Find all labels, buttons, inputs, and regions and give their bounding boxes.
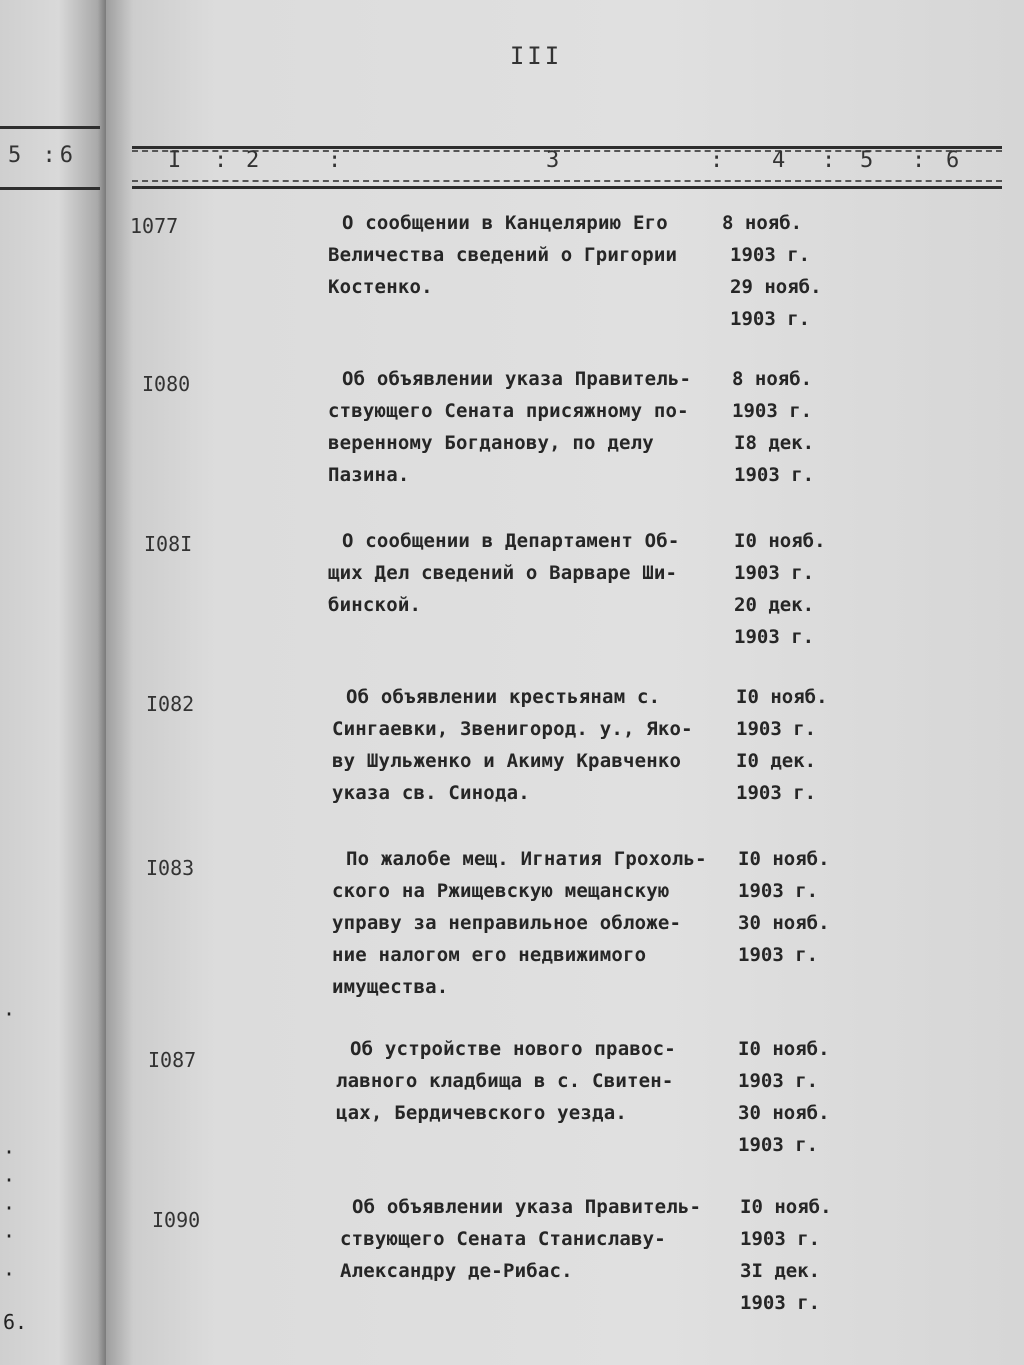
entry-text-line: ву Шульженко и Акиму Кравченко bbox=[332, 750, 682, 772]
entry-date-line: I8 дек. bbox=[734, 432, 815, 454]
entry-text-line: бинской. bbox=[328, 594, 422, 616]
entry-date-line: 1903 г. bbox=[730, 308, 811, 330]
margin-dot: · bbox=[3, 1140, 16, 1164]
entry-number: I083 bbox=[146, 856, 195, 880]
entry-date-line: I0 нояб. bbox=[734, 530, 826, 552]
entry-text-line: О сообщении в Департамент Об- bbox=[342, 530, 680, 552]
entry-number: I090 bbox=[152, 1208, 201, 1232]
entry-text-line: Александру де-Рибас. bbox=[340, 1260, 573, 1282]
entry-number: I080 bbox=[142, 372, 191, 396]
entry-text-line: Сингаевки, Звенигород. у., Яко- bbox=[332, 718, 693, 740]
entry-date-line: 1903 г. bbox=[736, 718, 817, 740]
column-header-6: 6 bbox=[946, 148, 960, 173]
entry-number: 1077 bbox=[130, 214, 179, 238]
entry-date-line: 1903 г. bbox=[740, 1292, 821, 1314]
column-separator: : bbox=[822, 148, 836, 173]
entry-date-line: I0 нояб. bbox=[738, 848, 830, 870]
entry-date-line: 1903 г. bbox=[738, 880, 819, 902]
entry-text-line: веренному Богданову, по делу bbox=[328, 432, 654, 454]
entry-text-line: Об объявлении указа Правитель- bbox=[342, 368, 692, 390]
previous-page-edge bbox=[0, 0, 106, 1365]
entry-date-line: 30 нояб. bbox=[738, 1102, 830, 1124]
column-header-2: 2 bbox=[246, 148, 260, 173]
document-page bbox=[106, 0, 1024, 1365]
column-separator: : bbox=[328, 148, 342, 173]
column-header-4: 4 bbox=[772, 148, 786, 173]
entry-text-line: управу за неправильное обложе- bbox=[332, 912, 682, 934]
entry-number: I087 bbox=[148, 1048, 197, 1072]
margin-dot: · bbox=[3, 1196, 16, 1220]
header-bottom-dots bbox=[132, 180, 1002, 182]
entry-text-line: Костенко. bbox=[328, 276, 433, 298]
entry-date-line: 1903 г. bbox=[734, 626, 815, 648]
header-bottom-rule bbox=[132, 186, 1002, 189]
column-header-1: I bbox=[168, 148, 182, 173]
entry-text-line: ние налогом его недвижимого bbox=[332, 944, 647, 966]
entry-text-line: Величества сведений о Григории bbox=[328, 244, 678, 266]
entry-number: I08I bbox=[144, 532, 193, 556]
entry-date-line: 1903 г. bbox=[732, 400, 813, 422]
entry-text-line: ского на Ржищевскую мещанскую bbox=[332, 880, 670, 902]
entry-date-line: 1903 г. bbox=[734, 464, 815, 486]
entry-date-line: 1903 г. bbox=[740, 1228, 821, 1250]
margin-mark: 6. bbox=[3, 1310, 28, 1334]
entry-date-line: 1903 г. bbox=[738, 1070, 819, 1092]
column-header-5: 5 bbox=[860, 148, 874, 173]
entry-date-line: 1903 г. bbox=[734, 562, 815, 584]
previous-page-header-text: 5 :6 bbox=[8, 143, 77, 168]
column-header-3: 3 bbox=[546, 148, 560, 173]
entry-date-line: 20 дек. bbox=[734, 594, 815, 616]
margin-dot: · bbox=[3, 1002, 16, 1026]
entry-date-line: 29 нояб. bbox=[730, 276, 822, 298]
entry-text-line: указа св. Синода. bbox=[332, 782, 530, 804]
page-number: III bbox=[509, 42, 563, 70]
column-separator: : bbox=[214, 148, 228, 173]
entry-text-line: По жалобе мещ. Игнатия Грохоль- bbox=[346, 848, 707, 870]
entry-text-line: Об объявлении крестьянам с. bbox=[346, 686, 661, 708]
entry-date-line: I0 нояб. bbox=[736, 686, 828, 708]
entry-date-line: 1903 г. bbox=[738, 944, 819, 966]
margin-dot: · bbox=[3, 1168, 16, 1192]
margin-dot: · bbox=[3, 1224, 16, 1248]
margin-dot: · bbox=[3, 1262, 16, 1286]
entry-date-line: 1903 г. bbox=[736, 782, 817, 804]
entry-date-line: 8 нояб. bbox=[722, 212, 803, 234]
previous-page-header bbox=[0, 126, 100, 190]
column-separator: : bbox=[912, 148, 926, 173]
entry-text-line: ствующего Сената присяжному по- bbox=[328, 400, 689, 422]
entry-text-line: Пазина. bbox=[328, 464, 410, 486]
entry-text-line: Об объявлении указа Правитель- bbox=[352, 1196, 702, 1218]
entry-date-line: I0 дек. bbox=[736, 750, 817, 772]
entry-date-line: 3I дек. bbox=[740, 1260, 821, 1282]
column-separator: : bbox=[710, 148, 724, 173]
entry-text-line: щих Дел сведений о Варваре Ши- bbox=[328, 562, 678, 584]
entry-date-line: 30 нояб. bbox=[738, 912, 830, 934]
entry-text-line: О сообщении в Канцелярию Его bbox=[342, 212, 668, 234]
entry-number: I082 bbox=[146, 692, 195, 716]
entry-text-line: цах, Бердичевского уезда. bbox=[336, 1102, 627, 1124]
entry-text-line: ствующего Сената Станиславу- bbox=[340, 1228, 666, 1250]
entry-date-line: 1903 г. bbox=[738, 1134, 819, 1156]
entry-text-line: имущества. bbox=[332, 976, 449, 998]
entry-date-line: 1903 г. bbox=[730, 244, 811, 266]
entry-text-line: Об устройстве нового правос- bbox=[350, 1038, 676, 1060]
entry-text-line: лавного кладбища в с. Свитен- bbox=[336, 1070, 674, 1092]
entry-date-line: 8 нояб. bbox=[732, 368, 813, 390]
entry-date-line: I0 нояб. bbox=[738, 1038, 830, 1060]
entry-date-line: I0 нояб. bbox=[740, 1196, 832, 1218]
